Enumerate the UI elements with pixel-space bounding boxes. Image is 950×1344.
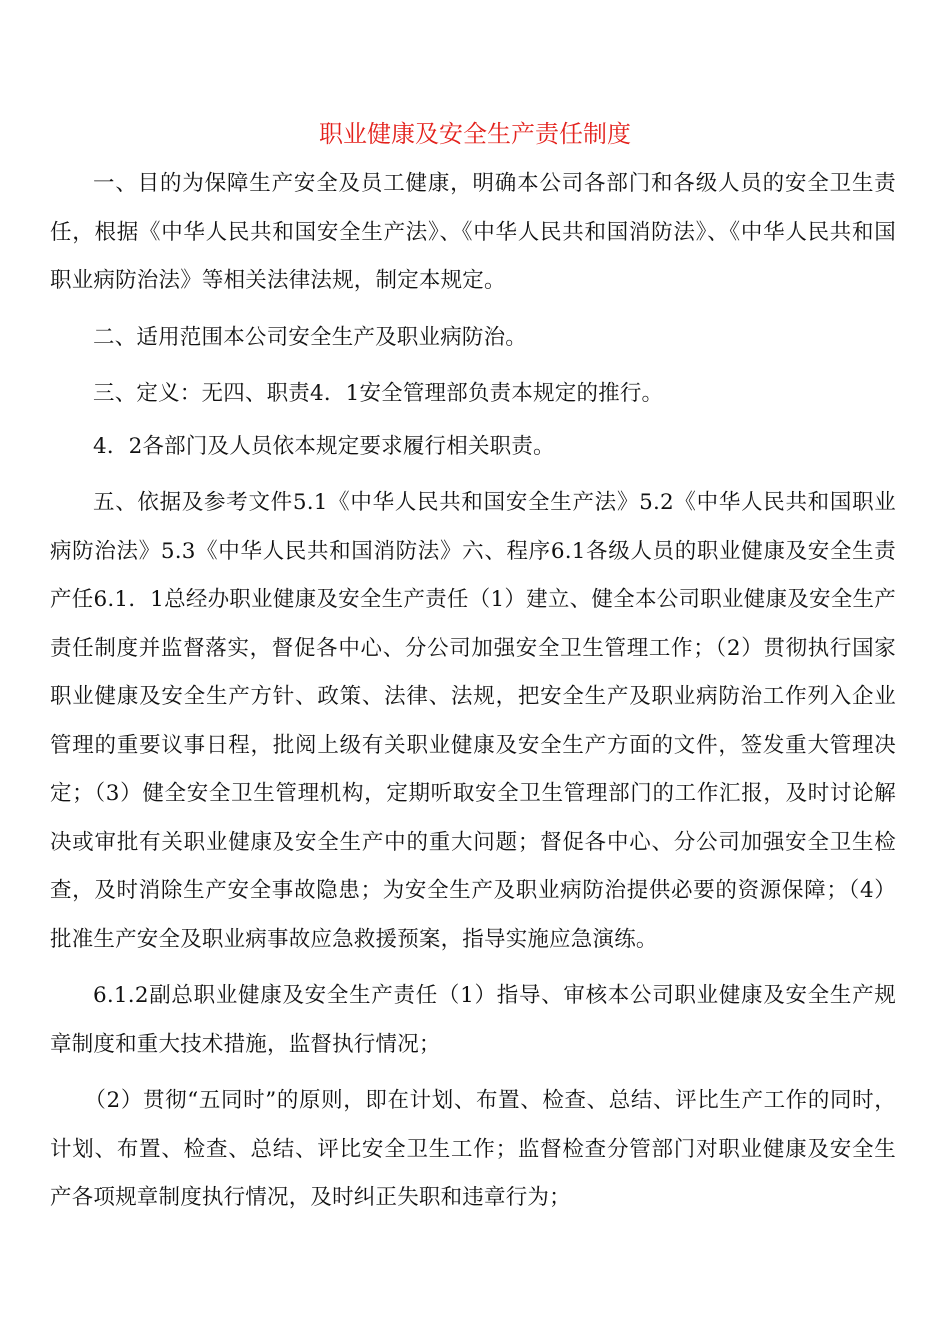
paragraph-scope: 二、适用范围本公司安全生产及职业病防治。 [93, 324, 528, 350]
document-body [50, 160, 896, 1223]
paragraph-five-simultaneous: （2）贯彻“五同时”的原则，即在计划、布置、检查、总结、评比生产工作的同时，计划、布置、检查、总结、评比安全卫生工作；监督检查分管部门对职业健康及安全生产各项规章制度执行情况，及时纠正失职和违章行为； [50, 1088, 896, 1210]
paragraph-definition-duties: 三、定义：无四、职责4．1安全管理部负责本规定的推行。 [93, 381, 664, 406]
paragraph-vice-general-duties: 6.1.2副总职业健康及安全生产责任（1）指导、审核本公司职业健康及安全生产规章制度和重大技术措施，监督执行情况； [50, 983, 896, 1057]
paragraph-references-procedure: 五、依据及参考文件5.1《中华人民共和国安全生产法》5.2《中华人民共和国职业病防治法》5.3《中华人民共和国消防法》六、程序6.1各级人员的职业健康及安全生责产任6.1．1总经办职业健康及安全生产责任（1）建立、健全本公司职业健康及安全生产责任制度并监督落实，督促各中心、分公司加强安全卫生管理工作；（2）贯彻执行国家职业健康及安全生产方针、政策、法律、法规，把安全生产及职业病防治工作列入企业管理的重要议事日程，批阅上级有关职业健康及安全生产方面的文件，签发重大管理决定；（3）健全安全卫生管理机构，定期听取安全卫生管理部门的工作汇报，及时讨论解决或审批有关职业健康及安全生产中的重大问题；督促各中心、分公司加强安全卫生检查，及时消除生产安全事故隐患；为安全生产及职业病防治提供必要的资源保障；（4）批准生产安全及职业病事故应急救援预案，指导实施应急演练。 [50, 490, 896, 952]
document-title: 职业健康及安全生产责任制度 [319, 120, 631, 148]
paragraph-purpose: 一、目的为保障生产安全及员工健康，明确本公司各部门和各级人员的安全卫生责任，根据《中华人民共和国安全生产法》、《中华人民共和国消防法》、《中华人民共和国职业病防治法》等相关法律法规，制定本规定。 [50, 171, 896, 293]
paragraph-department-duties: 4．2各部门及人员依本规定要求履行相关职责。 [93, 433, 555, 459]
